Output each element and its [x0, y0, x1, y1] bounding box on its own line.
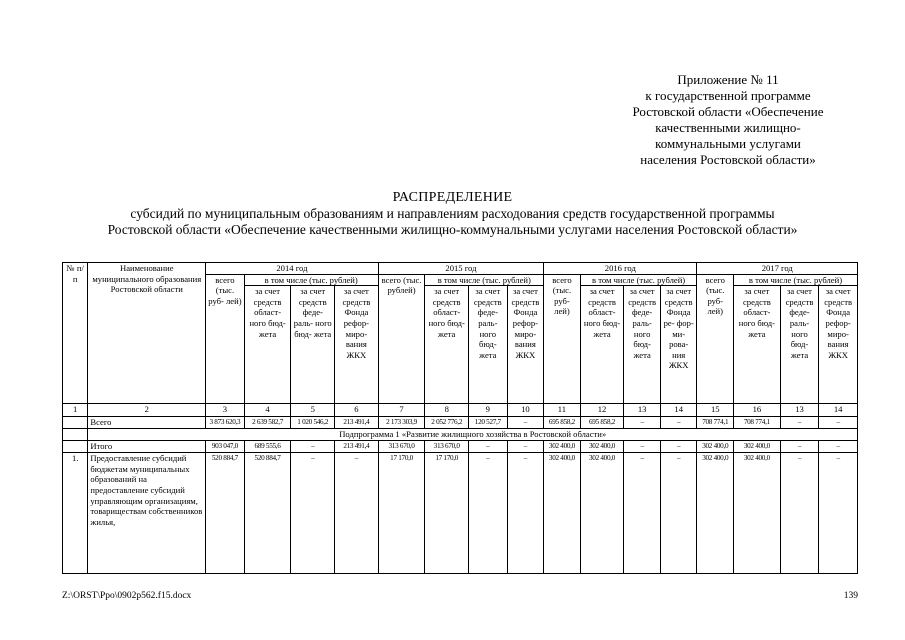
- cell-value: –: [624, 453, 661, 574]
- column-number: 6: [335, 404, 379, 417]
- header-year: 2014 год: [206, 263, 379, 275]
- document-title: [40, 190, 865, 238]
- header-total: всего (тыс. руб- лей): [544, 274, 581, 404]
- cell-value: 313 670,0: [425, 441, 469, 453]
- cell-value: 302 400,0: [580, 441, 624, 453]
- appendix-header: [613, 72, 843, 168]
- cell-value: –: [660, 441, 697, 453]
- cell-value: –: [624, 417, 661, 429]
- header-federal: за счет средств феде- раль- ного бюд- жета: [469, 286, 508, 404]
- header-total: всего (тыс. руб- лей): [697, 274, 734, 404]
- cell-value: 17 170,0: [378, 453, 425, 574]
- page-number: 139: [843, 591, 858, 601]
- cell-value: –: [507, 417, 544, 429]
- cell-value: –: [819, 441, 858, 453]
- appendix-line: качественными жилищно-: [655, 120, 801, 135]
- header-regional: за счет средств област- ного бюд- жета: [244, 286, 291, 404]
- subprogram-title: Подпрограмма 1 «Развитие жилищного хозяйства в Ростовской области»: [88, 429, 858, 441]
- cell-value: 302 400,0: [544, 453, 581, 574]
- cell-value: –: [660, 417, 697, 429]
- column-number: 9: [469, 404, 508, 417]
- column-number: 10: [507, 404, 544, 417]
- cell-value: 302 400,0: [544, 441, 581, 453]
- header-regional: за счет средств област- ного бюд- жета: [580, 286, 624, 404]
- cell-value: –: [335, 453, 379, 574]
- header-fund: за счет средств Фонда рефор- миро- вания ЖКХ: [335, 286, 379, 404]
- cell-value: 302 400,0: [697, 441, 734, 453]
- cell-value: 2 173 303,9: [378, 417, 425, 429]
- cell-value: 1 020 546,2: [291, 417, 335, 429]
- header-fund: за счет средств Фонда ре- фор- ми- рова- ния ЖКХ: [660, 286, 697, 404]
- column-number: 2: [88, 404, 206, 417]
- cell-value: 17 170,0: [425, 453, 469, 574]
- cell-value: –: [469, 453, 508, 574]
- row-num: [63, 429, 88, 441]
- column-number: 12: [580, 404, 624, 417]
- cell-value: 689 555,6: [244, 441, 291, 453]
- column-number: 3: [206, 404, 245, 417]
- column-number: 11: [544, 404, 581, 417]
- row-num: 1.: [63, 453, 88, 574]
- cell-value: 213 491,4: [335, 441, 379, 453]
- column-number: 13: [780, 404, 819, 417]
- cell-value: –: [507, 453, 544, 574]
- cell-value: –: [291, 453, 335, 574]
- cell-value: –: [507, 441, 544, 453]
- cell-value: 2 052 776,2: [425, 417, 469, 429]
- cell-value: 302 400,0: [697, 453, 734, 574]
- column-number: 4: [244, 404, 291, 417]
- column-number: 5: [291, 404, 335, 417]
- cell-value: 695 858,2: [544, 417, 581, 429]
- cell-value: –: [780, 417, 819, 429]
- cell-value: 3 873 620,3: [206, 417, 245, 429]
- cell-value: –: [819, 417, 858, 429]
- header-total: всего (тыс. руб- лей): [206, 274, 245, 404]
- column-number: 13: [624, 404, 661, 417]
- cell-value: 520 884,7: [206, 453, 245, 574]
- header-regional: за счет средств област- ного бюд- жета: [425, 286, 469, 404]
- column-number: 16: [734, 404, 781, 417]
- column-number: 8: [425, 404, 469, 417]
- header-year: 2016 год: [544, 263, 697, 275]
- header-federal: за счет средств феде- раль- ного бюд- жета: [780, 286, 819, 404]
- table-row: [63, 453, 858, 574]
- column-number: 14: [819, 404, 858, 417]
- title-main: РАСПРЕДЕЛЕНИЕ: [392, 190, 513, 205]
- header-num: № п/п: [63, 263, 88, 404]
- header-incl: в том числе (тыс. рублей): [425, 274, 544, 286]
- column-number: 1: [63, 404, 88, 417]
- title-line: Ростовской области «Обеспечение качественными жилищно-коммунальными услугами населения Ростовской области»: [107, 222, 798, 237]
- cell-value: 313 670,0: [378, 441, 425, 453]
- row-num: [63, 417, 88, 429]
- header-fund: за счет средств Фонда рефор- миро- вания ЖКХ: [819, 286, 858, 404]
- appendix-line: Приложение № 11: [677, 72, 779, 87]
- header-year: 2015 год: [378, 263, 543, 275]
- table-row: [63, 441, 858, 453]
- cell-value: –: [819, 453, 858, 574]
- row-label: Предоставление субсидий бюджетам муниципальных образований на предоставление субсидий управляющим организациям, товариществам собственников жилья,: [88, 453, 206, 574]
- cell-value: –: [624, 441, 661, 453]
- appendix-line: к государственной программе: [645, 88, 811, 103]
- header-total: всего (тыс. рублей): [378, 274, 425, 404]
- cell-value: 302 400,0: [734, 453, 781, 574]
- column-number-row: [63, 404, 858, 417]
- header-incl: в том числе (тыс. рублей): [244, 274, 378, 286]
- cell-value: 302 400,0: [734, 441, 781, 453]
- table-row: [63, 417, 858, 429]
- appendix-line: населения Ростовской области»: [640, 152, 816, 167]
- cell-value: –: [780, 441, 819, 453]
- column-number: 14: [660, 404, 697, 417]
- cell-value: 120 527,7: [469, 417, 508, 429]
- header-regional: за счет средств област- ного бюд- жета: [734, 286, 781, 404]
- header-year: 2017 год: [697, 263, 858, 275]
- header-name: Наименование муниципального образования Ростовской области: [88, 263, 206, 404]
- cell-value: –: [291, 441, 335, 453]
- appendix-line: Ростовской области «Обеспечение: [632, 104, 824, 119]
- row-label: Всего: [88, 417, 206, 429]
- header-incl: в том числе (тыс. рублей): [734, 274, 858, 286]
- cell-value: –: [660, 453, 697, 574]
- cell-value: 520 884,7: [244, 453, 291, 574]
- header-federal: за счет средств феде- раль- ного бюд- жета: [624, 286, 661, 404]
- cell-value: 708 774,1: [734, 417, 781, 429]
- title-line: субсидий по муниципальным образованиям и направлениям расходования средств государственной программы: [130, 206, 775, 221]
- cell-value: 213 491,4: [335, 417, 379, 429]
- row-label: Итого: [88, 441, 206, 453]
- header-fund: за счет средств Фонда рефор- миро- вания ЖКХ: [507, 286, 544, 404]
- cell-value: 903 047,0: [206, 441, 245, 453]
- header-federal: за счет средств феде- раль- ного бюд- жета: [291, 286, 335, 404]
- header-row: [63, 263, 858, 275]
- cell-value: –: [780, 453, 819, 574]
- row-num: [63, 441, 88, 453]
- subprogram-row: [63, 429, 858, 441]
- distribution-table: [62, 262, 858, 574]
- cell-value: 695 858,2: [580, 417, 624, 429]
- file-path: Z:\ORST\Ppo\0902p562.f15.docx: [62, 591, 192, 601]
- column-number: 7: [378, 404, 425, 417]
- cell-value: 2 639 582,7: [244, 417, 291, 429]
- cell-value: –: [469, 441, 508, 453]
- cell-value: 302 400,0: [580, 453, 624, 574]
- header-incl: в том числе (тыс. рублей): [580, 274, 697, 286]
- appendix-line: коммунальными услугами: [655, 136, 801, 151]
- column-number: 15: [697, 404, 734, 417]
- cell-value: 708 774,1: [697, 417, 734, 429]
